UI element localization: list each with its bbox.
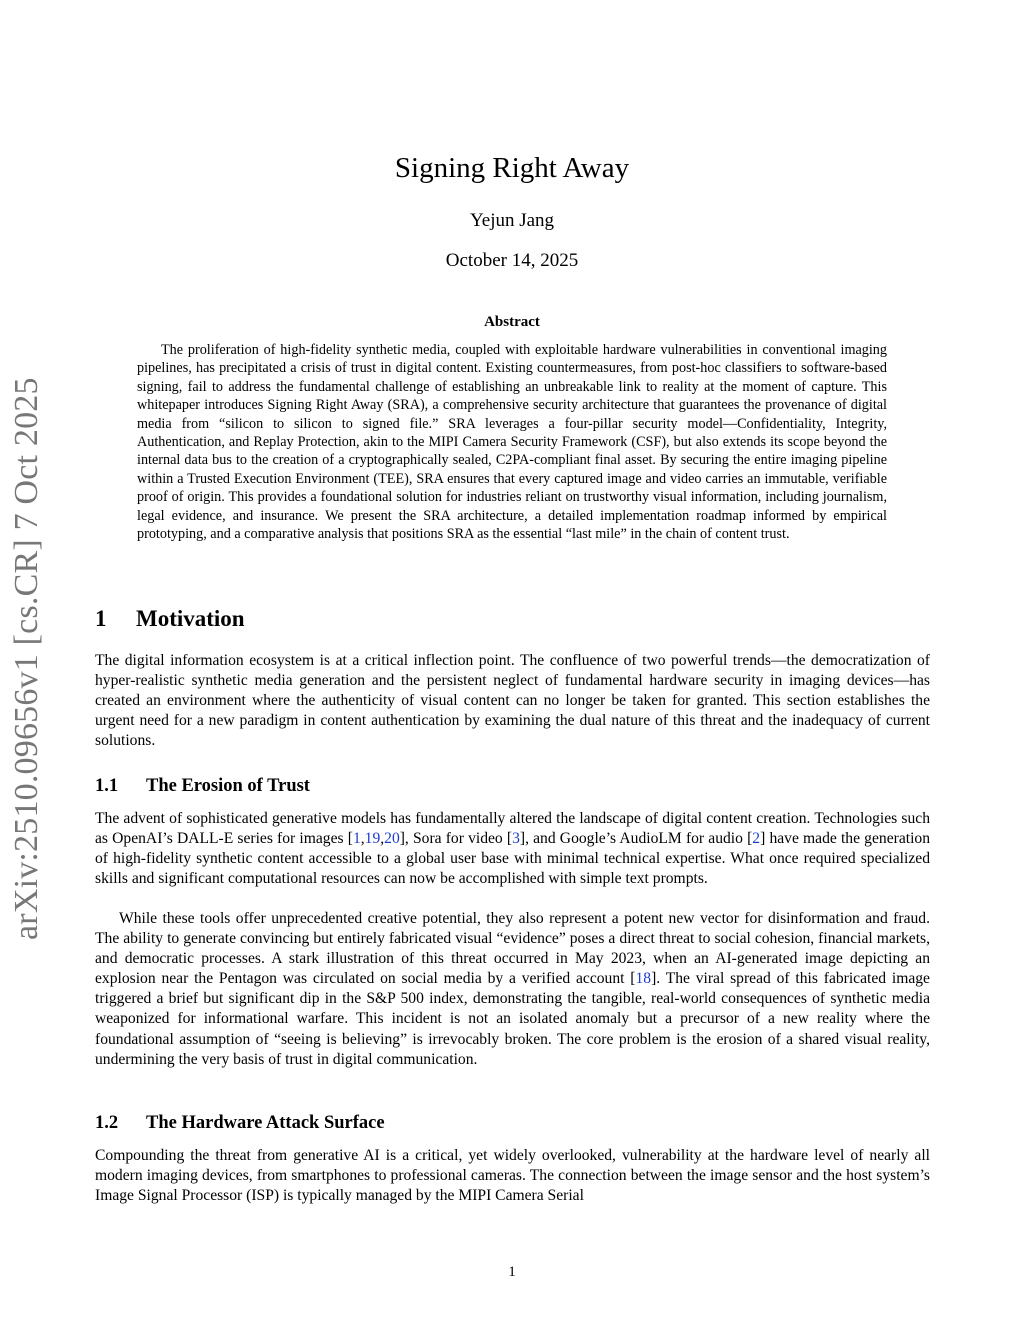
section-number: 1 — [95, 606, 107, 631]
section-title: Motivation — [136, 606, 245, 631]
text-run: The advent of sophisticated generative models has fundamentally altered the landscape of digital content creation. Technologies such as OpenAI’s DALL-E series for images [ — [95, 810, 930, 848]
page-number: 1 — [508, 1264, 516, 1280]
subsection-title: The Hardware Attack Surface — [146, 1113, 385, 1133]
citation-link[interactable]: 2 — [752, 830, 761, 848]
subsection-title: The Erosion of Trust — [146, 776, 310, 796]
subsection-number: 1.2 — [95, 1113, 119, 1133]
subsection-number: 1.1 — [95, 776, 119, 796]
text-run: ]. The viral spread of this fabricated image triggered a brief but significant dip in the S&P 500 index, demonstrating the tangible, real-world consequences of synthetic media weaponized for informational warfare. This incident is not an isolated anomaly but a precursor of a new reality where the foundational assumption of “seeing is believing” is irrevocably broken. The core problem is the erosion of a shared visual reality, undermining the very basis of trust in digital communication. — [95, 970, 930, 1068]
paper-title: Signing Right Away — [394, 152, 630, 184]
erosion-paragraph-1 — [95, 809, 930, 889]
citation-link[interactable]: 1 — [352, 830, 361, 848]
author-name: Yejun Jang — [469, 210, 555, 231]
publication-date: October 14, 2025 — [445, 250, 579, 271]
citation-link[interactable]: 3 — [512, 830, 520, 848]
text-run: , — [360, 830, 365, 848]
citation-link[interactable]: 18 — [635, 970, 652, 988]
text-run: ] have made the generation of high-fidelity synthetic content accessible to a global user base with minimal technical expertise. What once required specialized skills and significant computational resources can now be accomplished with simple text prompts. — [95, 830, 930, 888]
citation-link[interactable]: 19 — [364, 830, 381, 848]
text-run: , — [380, 830, 385, 848]
text-run: ], Sora for video [ — [399, 830, 513, 848]
arxiv-identifier: arXiv:2510.09656v1 [cs.CR] 7 Oct 2025 — [8, 377, 45, 940]
section-heading-hardware-attack-surface — [95, 1113, 385, 1134]
abstract-heading: Abstract — [484, 314, 540, 330]
abstract-text: The proliferation of high-fidelity synthetic media, coupled with exploitable hardware vulnerabilities in conventional imaging pipelines, has precipitated a crisis of trust in digital content. Existing countermeasures, from post-hoc classifiers to software-based signing, fail to address the fundamental challenge of establishing an unbreakable link to reality at the moment of capture. This whitepaper introduces Signing Right Away (SRA), a comprehensive security architecture that guarantees the provenance of digital media from “silicon to silicon to signed file.” SRA leverages a four-pillar security model—Confidentiality, Integrity, Authentication, and Replay Protection, akin to the MIPI Camera Security Framework (CSF), but also extends its scope beyond the internal data bus to the creation of a cryptographically sealed, C2PA-compliant final asset. By securing the entire imaging pipeline within a Trusted Execution Environment (TEE), SRA ensures that every captured image and video carries an immutable, verifiable proof of origin. This provides a foundational solution for industries reliant on trustworthy visual information, including journalism, legal evidence, and insurance. We present the SRA architecture, a detailed implementation roadmap informed by empirical prototyping, and a comparative analysis that positions SRA as the essential “last mile” in the chain of content trust. — [137, 342, 887, 543]
motivation-paragraph: The digital information ecosystem is at a critical inflection point. The confluence of two powerful trends—the democratization of hyper-realistic synthetic media generation and the persistent neglect of fundamental hardware security in imaging devices—has created an environment where the authenticity of visual content can no longer be taken for granted. This section establishes the urgent need for a new paradigm in content authentication by examining the dual nature of this threat and the inadequacy of current solutions. — [95, 652, 930, 750]
erosion-paragraph-2 — [95, 909, 930, 1070]
text-run: While these tools offer unprecedented creative potential, they also represent a potent new vector for disinformation and fraud. The ability to generate convincing but entirely fabricated visual “evidence” poses a direct threat to social cohesion, financial markets, and democratic processes. A stark illustration of this threat occurred in May 2023, when an AI-generated image depicting an explosion near the Pentagon was circulated on social media by a verified account [ — [95, 910, 930, 988]
section-heading-erosion-of-trust — [95, 776, 310, 797]
citation-link[interactable]: 20 — [384, 830, 400, 848]
hardware-paragraph: Compounding the threat from generative AI is a critical, yet widely overlooked, vulnerability at the hardware level of nearly all modern imaging devices, from smartphones to professional cameras. The connection between the image sensor and the host system’s Image Signal Processor (ISP) is typically managed by the MIPI Camera Serial — [95, 1147, 930, 1205]
section-heading-motivation — [95, 606, 245, 632]
text-run: ], and Google’s AudioLM for audio [ — [519, 830, 753, 848]
